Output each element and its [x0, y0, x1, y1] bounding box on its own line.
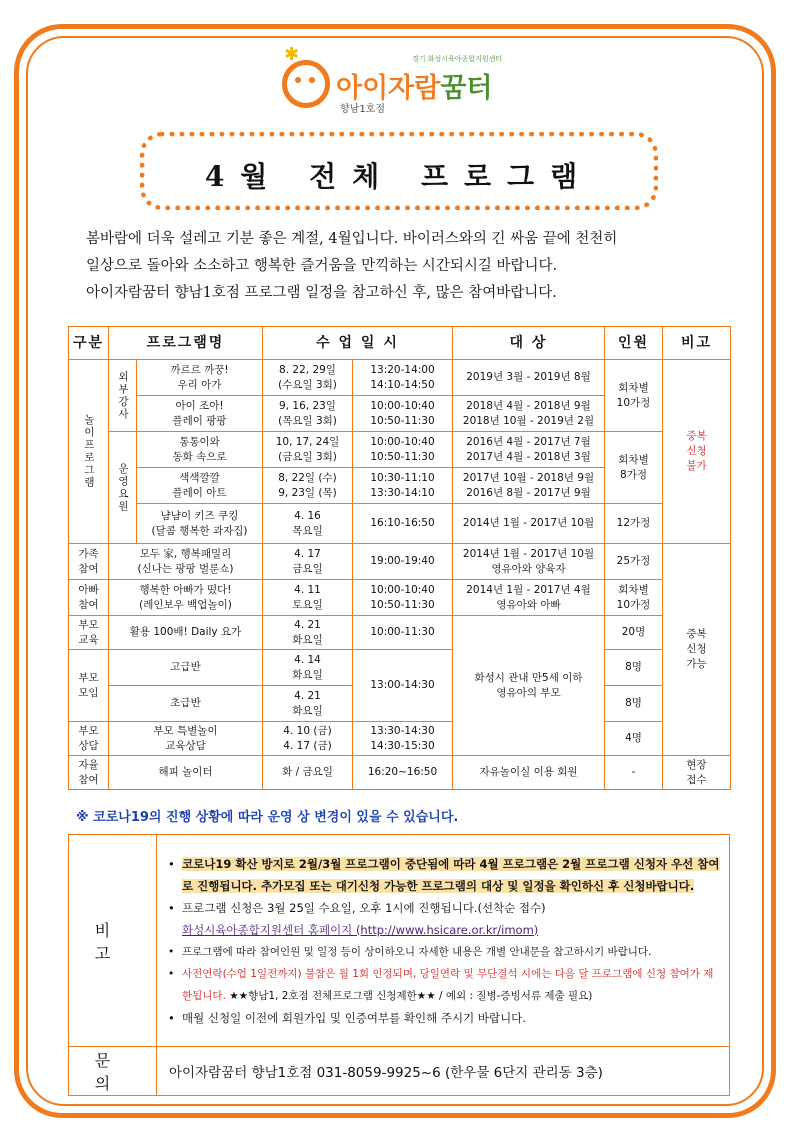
- name-line: 행복한 아빠가 떴다!: [139, 583, 232, 596]
- target-line: 2019년 3월 - 2019년 8월: [466, 371, 591, 383]
- date-line: 화요일: [292, 633, 323, 646]
- date-line: 목요일: [292, 524, 323, 537]
- count-line: 20명: [621, 626, 646, 638]
- program-count: [605, 616, 663, 650]
- target-line: 화성시 관내 만5세 이하: [474, 671, 583, 684]
- cat-line: 부모: [78, 724, 99, 737]
- name-line: 교육상담: [165, 739, 206, 752]
- header-program: 프로그램명: [109, 327, 263, 360]
- cat-line: 참여: [78, 773, 99, 786]
- table-header-row: [69, 327, 731, 360]
- program-time: [353, 616, 453, 650]
- table-row: [69, 432, 731, 468]
- date-line: 9, 16, 23일: [279, 399, 336, 412]
- list-item: [166, 1007, 720, 1029]
- program-count: [605, 650, 663, 686]
- target-line: 2018년 10월 - 2019년 2월: [462, 414, 595, 427]
- name-line: 플레이 팡팡: [172, 414, 227, 427]
- program-date: [263, 468, 353, 504]
- target-line: 2014년 1월 - 2017년 10월: [462, 517, 595, 529]
- program-name: [137, 396, 263, 432]
- remarks-body: [157, 835, 730, 1047]
- contact-row: [69, 1047, 730, 1096]
- date-line: 화요일: [292, 668, 323, 681]
- time-line: 13:20-14:00: [370, 363, 435, 376]
- remarks-row: [69, 835, 730, 1047]
- list-item: [166, 853, 720, 897]
- program-count: [605, 360, 663, 432]
- count-line: 10가정: [616, 598, 651, 611]
- date-line: 금요일: [292, 562, 323, 575]
- cat-line: 모임: [78, 686, 99, 699]
- time-line: 10:50-11:30: [370, 450, 435, 463]
- program-name: [137, 432, 263, 468]
- target-line: 2017년 4월 - 2018년 3월: [466, 450, 591, 463]
- count-line: 4명: [625, 732, 642, 744]
- remarks-table: [68, 834, 730, 1096]
- header-target: 대 상: [453, 327, 605, 360]
- program-name: [137, 504, 263, 544]
- cat-line: 가족: [78, 547, 99, 560]
- covid-note: ※ 코로나19의 진행 상황에 따라 운영 상 변경이 있을 수 있습니다.: [76, 810, 459, 825]
- count-line: 8명: [625, 697, 642, 709]
- name-line: 플레이 아트: [172, 486, 227, 499]
- cat-line: 자율: [78, 758, 99, 771]
- program-time: [353, 722, 453, 756]
- category-cell: [69, 756, 109, 790]
- date-line: 8, 22일 (수): [278, 471, 337, 484]
- time-line: 13:30-14:10: [370, 486, 435, 499]
- category-cell: [69, 650, 109, 722]
- program-time: [353, 432, 453, 468]
- target-line: 2016년 8월 - 2017년 9월: [466, 486, 591, 499]
- note-dup-yes: [663, 544, 731, 756]
- time-line: 10:50-11:30: [370, 598, 435, 611]
- program-date: [263, 650, 353, 686]
- star-icon: ✱: [284, 44, 300, 65]
- date-line: (금요일 3회): [278, 450, 337, 463]
- count-line: 회차별: [618, 583, 649, 596]
- table-row: [69, 544, 731, 580]
- program-time: [353, 580, 453, 616]
- intro-line: 아이자람꿈터 향남1호점 프로그램 일정을 참고하신 후, 많은 참여바랍니다.: [86, 285, 557, 301]
- table-row: [69, 722, 731, 756]
- program-note: [663, 756, 731, 790]
- program-count: [605, 722, 663, 756]
- program-time: [353, 756, 453, 790]
- program-target: [453, 360, 605, 396]
- category-cell: [69, 580, 109, 616]
- name-line: 냠냠이 키즈 쿠킹: [160, 509, 239, 522]
- count-line: -: [631, 766, 636, 778]
- remark-highlight: 코로나19 확산 방지로 2월/3월 프로그램이 중단됨에 따라 4월 프로그램은 2월 프로그램 신청자 우선 참여로 진행됩니다. 추가모집 또는 대기신청 가능한 프로그램의 대상 및 일정을 확인하신 후 신청바랍니다.: [182, 856, 720, 893]
- page-title: 4월 전체 프로그램: [204, 160, 594, 193]
- parent-target: [453, 616, 605, 756]
- target-line: 2017년 10월 - 2018년 9월: [462, 471, 595, 484]
- name-line: (달콤 행복한 과자집): [151, 524, 248, 537]
- cat-line: 교육: [78, 633, 99, 646]
- program-name: [109, 544, 263, 580]
- remark-text: 프로그램에 따라 참여인원 및 일정 등이 상이하오니 자세한 내용은 개별 안내문을 참고하시기 바랍니다.: [182, 945, 652, 958]
- program-date: [263, 616, 353, 650]
- remark-text: ★★향남1, 2호점 전체프로그램 신청제한★★ / 예외 : 질병-증빙서류 제출 필요): [229, 989, 593, 1002]
- program-time: [353, 504, 453, 544]
- date-line: 화 / 금요일: [282, 766, 333, 778]
- title-box: [140, 132, 658, 210]
- logo-name-a: 아이자람: [336, 73, 441, 104]
- note-dup-no: [663, 360, 731, 544]
- program-time: [353, 396, 453, 432]
- sub-staff: [109, 432, 137, 544]
- time-line: 13:30-14:30: [370, 724, 435, 737]
- table-row: [69, 504, 731, 544]
- note-line: 신청: [686, 445, 707, 457]
- category-play-label: 놀이프로그램: [83, 414, 95, 489]
- count-line: 12가정: [616, 517, 651, 529]
- time-line: 16:20~16:50: [367, 766, 438, 778]
- category-play: [69, 360, 109, 544]
- program-date: [263, 360, 353, 396]
- cat-line: 부모: [78, 671, 99, 684]
- logo-org: 경기 화성시육아종합지원센터: [412, 55, 503, 63]
- count-line: 8명: [625, 661, 642, 673]
- time-line: 10:00-10:40: [370, 399, 435, 412]
- program-date: [263, 544, 353, 580]
- logo-branch: 향남1호점: [340, 104, 386, 115]
- remarks-label: 비 고: [69, 835, 157, 1047]
- time-line: 10:00-11:30: [370, 626, 435, 638]
- logo-name-b: 꿈터: [440, 73, 493, 104]
- program-name: [109, 756, 263, 790]
- remark-text: 매월 신청일 이전에 회원가입 및 인증여부를 확인해 주시기 바랍니다.: [182, 1010, 526, 1025]
- intro-line: 봄바람에 더욱 설레고 기분 좋은 계절, 4월입니다. 바이러스와의 긴 싸움 끝에 천천히: [86, 231, 618, 247]
- program-name: [109, 616, 263, 650]
- target-line: 2016년 4월 - 2017년 7월: [466, 435, 591, 448]
- table-row: [69, 650, 731, 686]
- program-target: [453, 432, 605, 468]
- category-cell: [69, 722, 109, 756]
- remark-text: 프로그램 신청은 3월 25일 수요일, 오후 1시에 진행됩니다.(선착순 접수): [182, 900, 546, 915]
- target-line: 자유놀이실 이용 회원: [479, 766, 578, 778]
- name-line: 까르르 까꿍!: [170, 363, 229, 376]
- target-line: 영유아의 부모: [496, 686, 561, 699]
- table-row: [69, 360, 731, 396]
- target-line: 2018년 4월 - 2018년 9월: [466, 399, 591, 412]
- date-line: (목요일 3회): [278, 414, 337, 427]
- program-date: [263, 396, 353, 432]
- program-target: [453, 756, 605, 790]
- date-line: 4. 16: [294, 509, 321, 522]
- program-target: [453, 396, 605, 432]
- program-date: [263, 504, 353, 544]
- program-count: [605, 686, 663, 722]
- cat-line: 상담: [78, 739, 99, 752]
- category-cell: [69, 616, 109, 650]
- count-line: 회차별: [618, 381, 649, 394]
- date-line: 4. 21: [294, 618, 321, 631]
- time-line: 10:00-10:40: [370, 583, 435, 596]
- program-count: [605, 756, 663, 790]
- target-line: 영유아와 양육자: [491, 562, 566, 575]
- program-date: [263, 432, 353, 468]
- name-line: 해피 놀이터: [158, 766, 213, 778]
- date-line: 4. 10 (금): [283, 724, 332, 737]
- note-line: 현장: [686, 758, 707, 771]
- smiley-face-icon: [282, 60, 330, 108]
- name-line: 통통이와: [179, 435, 220, 448]
- header-category: 구분: [69, 327, 109, 360]
- time-line: 14:10-14:50: [370, 378, 435, 391]
- date-line: 10, 17, 24일: [275, 435, 340, 448]
- header-note: 비고: [663, 327, 731, 360]
- name-line: (레인보우 백업놀이): [139, 598, 232, 611]
- note-line: 신청: [686, 643, 707, 655]
- target-line: 2014년 1월 - 2017년 4월: [466, 583, 591, 596]
- date-line: 4. 21: [294, 689, 321, 702]
- program-target: [453, 504, 605, 544]
- cat-line: 참여: [78, 598, 99, 611]
- remarks-list: [158, 847, 728, 1035]
- table-row: [69, 616, 731, 650]
- table-row: [69, 580, 731, 616]
- name-line: (신나는 팡팡 벌룬쇼): [137, 562, 234, 575]
- program-date: [263, 756, 353, 790]
- date-line: 9, 23일 (목): [278, 486, 337, 499]
- program-time: [353, 360, 453, 396]
- program-count: [605, 432, 663, 504]
- intro-text: [86, 226, 726, 307]
- sub-outside-label: 외부강사: [117, 370, 129, 421]
- name-line: 부모 특별놀이: [153, 724, 218, 737]
- count-line: 10가정: [616, 396, 651, 409]
- cat-line: 아빠: [78, 583, 99, 596]
- program-date: [263, 580, 353, 616]
- target-line: 2014년 1월 - 2017년 10월: [462, 547, 595, 560]
- name-line: 색색깔깔: [179, 471, 220, 484]
- program-time: [353, 650, 453, 722]
- name-line: 아이 조아!: [175, 399, 224, 412]
- time-line: 16:10-16:50: [370, 517, 435, 529]
- program-time: [353, 468, 453, 504]
- header-count: 인원: [605, 327, 663, 360]
- note-line: 중복: [686, 430, 707, 442]
- cat-line: 부모: [78, 618, 99, 631]
- program-name: [109, 580, 263, 616]
- name-line: 우리 아가: [177, 378, 222, 391]
- contact-text: 아이자람꿈터 향남1호점 031-8059-9925~6 (한우물 6단지 관리동 3층): [157, 1047, 730, 1096]
- program-target: [453, 580, 605, 616]
- date-line: (수요일 3회): [278, 378, 337, 391]
- list-item: [166, 897, 720, 941]
- logo: [282, 44, 522, 118]
- note-line: 가능: [686, 658, 707, 670]
- count-line: 25가정: [616, 555, 651, 567]
- sub-outside: [109, 360, 137, 432]
- target-line: 영유아와 아빠: [496, 598, 561, 611]
- time-line: 19:00-19:40: [370, 555, 435, 567]
- time-line: 10:00-10:40: [370, 435, 435, 448]
- name-line: 모두 家, 행복패밀리: [139, 547, 232, 560]
- program-count: [605, 580, 663, 616]
- program-name: [137, 468, 263, 504]
- cat-line: 참여: [78, 562, 99, 575]
- header-schedule: 수 업 일 시: [263, 327, 453, 360]
- remark-warning: 사전연락(수업 1일전까지) 불참은 월 1회 인정되며, 당일연락 및 무단결석 시에는 다음 달 프로그램에 신청 참여가 제한됩니다.: [182, 967, 714, 1002]
- count-line: 회차별: [618, 453, 649, 466]
- time-line: 10:50-11:30: [370, 414, 435, 427]
- program-name: [109, 686, 263, 722]
- sub-staff-label: 운영요원: [117, 462, 129, 513]
- program-count: [605, 504, 663, 544]
- date-line: 화요일: [292, 704, 323, 717]
- name-line: 동화 속으로: [172, 450, 227, 463]
- time-line: 10:30-11:10: [370, 471, 435, 484]
- date-line: 4. 17 (금): [283, 739, 332, 752]
- date-line: 8. 22, 29일: [279, 363, 336, 376]
- list-item: [166, 941, 720, 963]
- program-name: [109, 650, 263, 686]
- date-line: 4. 11: [294, 583, 321, 596]
- intro-line: 일상으로 돌아와 소소하고 행복한 즐거움을 만끽하는 시간되시길 바랍니다.: [86, 258, 558, 274]
- name-line: 초급반: [170, 697, 201, 709]
- date-line: 4. 17: [294, 547, 321, 560]
- program-name: [109, 722, 263, 756]
- program-name: [137, 360, 263, 396]
- name-line: 활용 100배! Daily 요가: [129, 626, 242, 638]
- program-count: [605, 544, 663, 580]
- time-line: 13:00-14:30: [370, 679, 435, 691]
- note-line: 접수: [686, 773, 707, 786]
- program-target: [453, 468, 605, 504]
- program-table: [68, 326, 731, 790]
- contact-label: 문 의: [69, 1047, 157, 1096]
- table-row: [69, 756, 731, 790]
- program-time: [353, 544, 453, 580]
- program-target: [453, 544, 605, 580]
- category-cell: [69, 544, 109, 580]
- note-line: 불가: [686, 460, 707, 472]
- remark-link[interactable]: 화성시육아종합지원센터 홈페이지 (http://www.hsicare.or.kr/imom): [182, 922, 539, 937]
- program-date: [263, 686, 353, 722]
- count-line: 8가정: [620, 468, 647, 481]
- date-line: 4. 14: [294, 653, 321, 666]
- list-item: [166, 963, 720, 1007]
- note-line: 중복: [686, 628, 707, 640]
- name-line: 고급반: [170, 661, 201, 673]
- program-date: [263, 722, 353, 756]
- time-line: 14:30-15:30: [370, 739, 435, 752]
- date-line: 토요일: [292, 598, 323, 611]
